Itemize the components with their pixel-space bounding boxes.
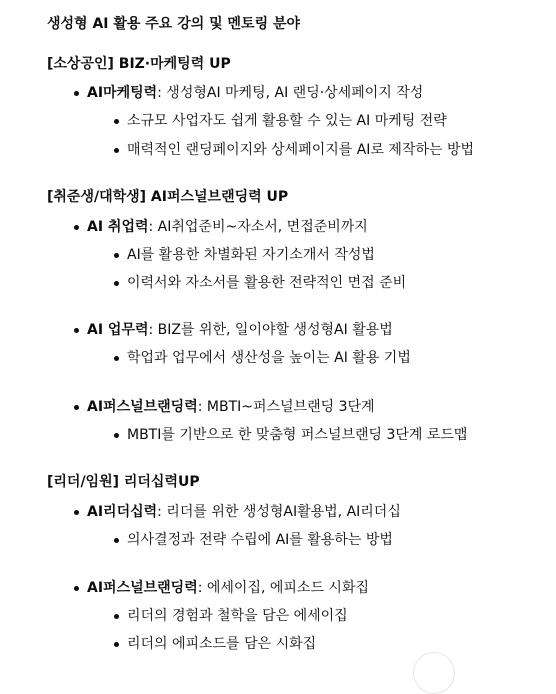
bullet-dot [114,642,119,647]
sub-item: 매력적인 랜딩페이지와 상세페이지를 AI로 제작하는 방법 [127,142,475,158]
bullet-dot [74,225,79,230]
item-desc: : MBTI~퍼스널브랜딩 3단계 [197,399,375,415]
bullet-dot [114,253,119,258]
item-desc: : 에세이집, 에피소드 시화집 [197,580,369,596]
sub-item: 이력서와 자소서를 활용한 전략적인 면접 준비 [127,275,407,291]
section-heading-leaders: [리더/임원] 리더십력UP [47,474,200,490]
list-item-ai-personal-branding [87,397,375,417]
sub-item: MBTI를 기반으로 한 맞춤형 퍼스널브랜딩 3단계 로드맵 [127,427,468,443]
section-heading-job-seekers: [취준생/대학생] AI퍼스널브랜딩력 UP [47,189,289,205]
sub-item: 소규모 사업자도 쉽게 활용할 수 있는 AI 마케팅 전략 [127,113,447,129]
bullet-dot [74,91,79,96]
bullet-dot [74,510,79,515]
sub-item: 리더의 에피소드를 담은 시화집 [127,636,317,652]
bullet-dot [74,328,79,333]
section-heading-small-business: [소상공인] BIZ·마케팅력 UP [47,56,231,72]
bullet-dot [114,356,119,361]
item-key: AI 취업력 [87,219,149,235]
list-item-ai-personal-branding-leader [87,578,369,598]
bullet-dot [114,433,119,438]
item-key: AI퍼스널브랜딩력 [87,399,198,415]
item-desc: : 생성형AI 마케팅, AI 랜딩·상세페이지 작성 [157,85,424,101]
item-desc: : 리더를 위한 생성형AI활용법, AI리더십 [157,504,401,520]
item-key: AI마케팅력 [87,85,158,101]
bullet-dot [114,281,119,286]
item-key: AI리더십력 [87,504,158,520]
sub-item: 의사결정과 전략 수립에 AI를 활용하는 방법 [127,532,393,548]
list-item-ai-employment [87,217,368,237]
sub-item: AI를 활용한 차별화된 자기소개서 작성법 [127,247,375,263]
list-item-ai-marketing [87,83,423,103]
sub-item: 학업과 업무에서 생산성을 높이는 AI 활용 기법 [127,350,411,366]
item-desc: : BIZ를 위한, 일이야할 생성형AI 활용법 [148,322,393,338]
bullet-dot [114,119,119,124]
scroll-to-bottom-button[interactable] [413,652,455,694]
item-key: AI퍼스널브랜딩력 [87,580,198,596]
bullet-dot [114,538,119,543]
bullet-dot [74,405,79,410]
page-title: 생성형 AI 활용 주요 강의 및 멘토링 분야 [47,16,301,32]
sub-item: 리더의 경험과 철학을 담은 에세이집 [127,608,348,624]
item-desc: : AI취업준비~자소서, 면접준비까지 [148,219,368,235]
item-key: AI 업무력 [87,322,149,338]
list-item-ai-work [87,320,393,340]
list-item-ai-leadership [87,502,401,522]
bullet-dot [114,148,119,153]
bullet-dot [114,614,119,619]
bullet-dot [74,586,79,591]
